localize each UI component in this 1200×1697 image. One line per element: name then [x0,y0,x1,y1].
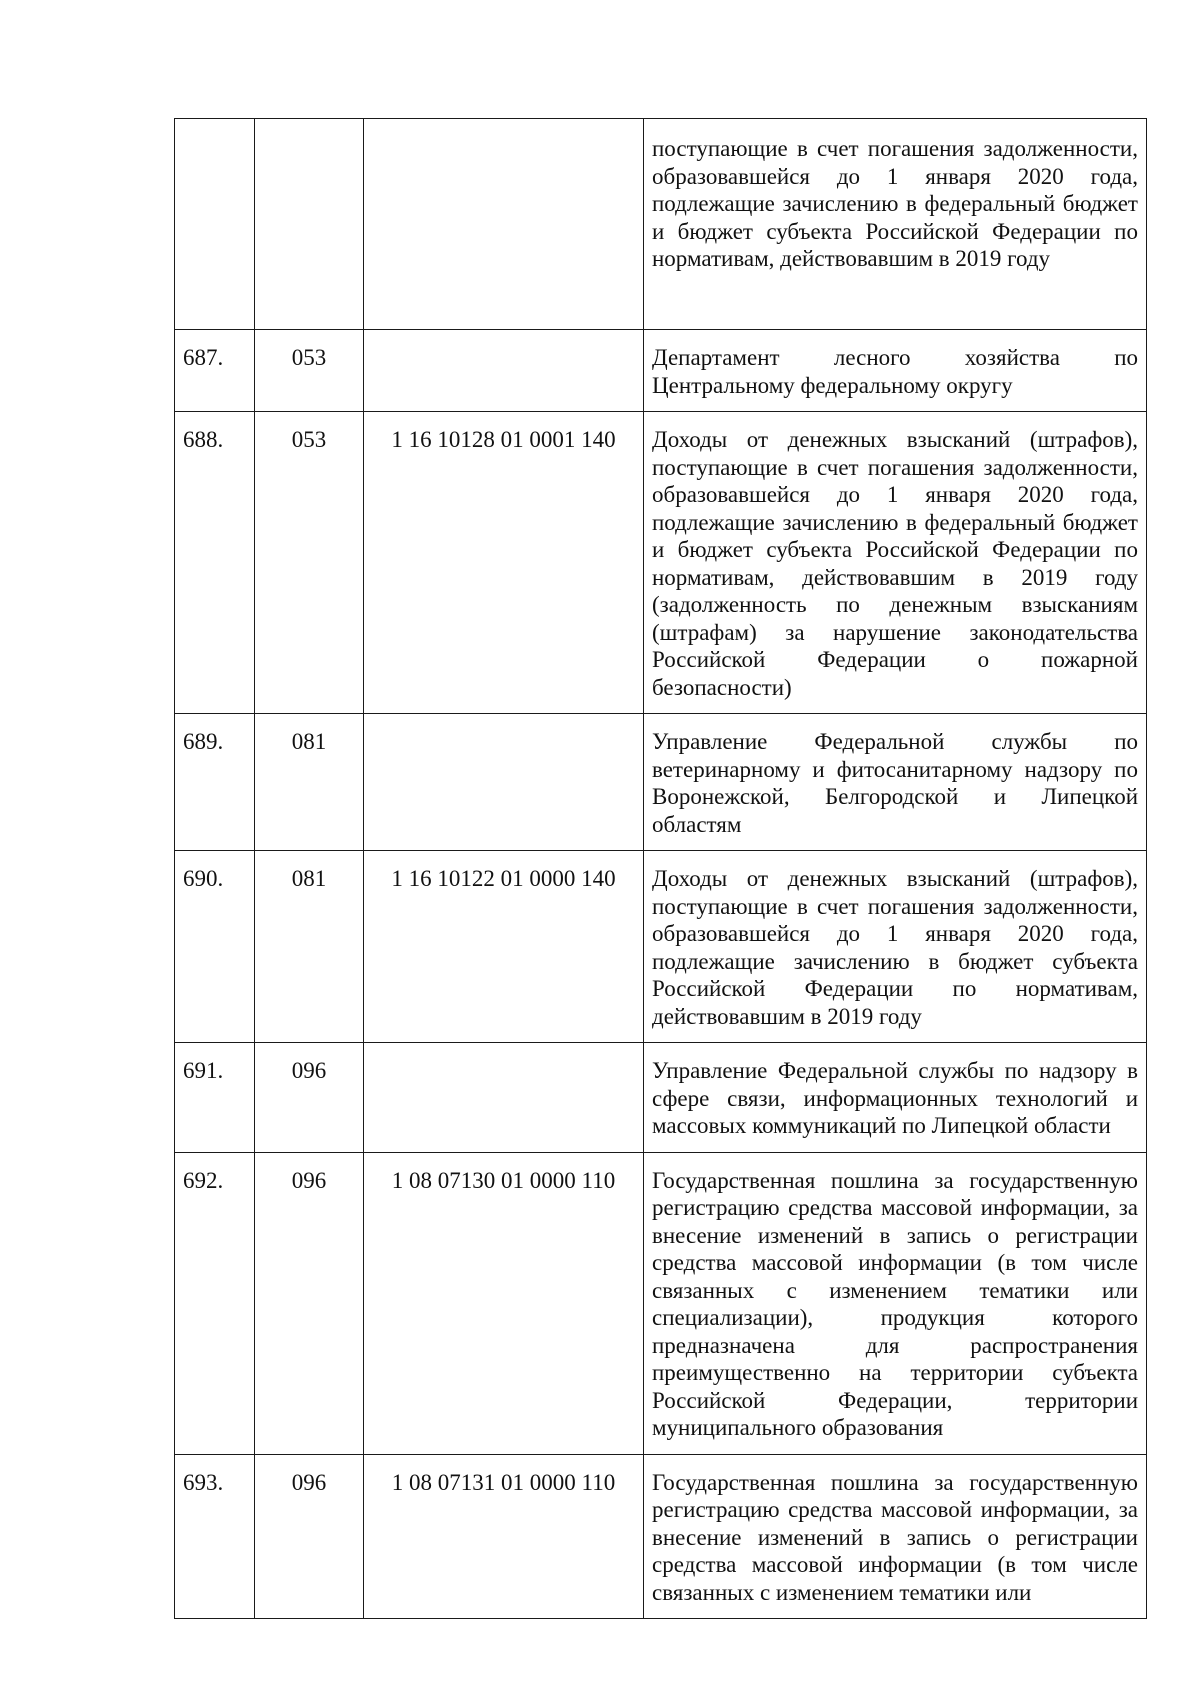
revenue-name [644,1043,1147,1153]
admin-code: 053 [255,330,364,412]
table-row [175,330,1147,412]
row-number: 691. [175,1043,255,1153]
budget-classification-code [364,330,644,412]
row-number: 689. [175,714,255,851]
table-row [175,119,1147,330]
revenue-name [644,330,1147,412]
revenue-name [644,119,1147,330]
revenue-name-text: Департамент лесного хозяйства по Центральному федеральному округу [652,345,1138,398]
row-number: 687. [175,330,255,412]
revenue-name-text: Государственная пошлина за государственную регистрацию средства массовой информации, за внесение изменений в запись о регистрации средства массовой информации (в том числе связанных с изменением тематики или [652,1469,1138,1605]
admin-code: 081 [255,851,364,1043]
admin-code: 096 [255,1152,364,1454]
budget-classification-code: 1 16 10122 01 0000 140 [364,851,644,1043]
admin-code: 096 [255,1454,364,1619]
revenue-name [644,1454,1147,1619]
table-row [175,1043,1147,1153]
admin-code: 053 [255,412,364,714]
revenue-name-text: Государственная пошлина за государственную регистрацию средства массовой информации, за внесение изменений в запись о регистрации средства массовой информации (в том числе связанных с изменением тематики или специализации), продукция которого предназначена для распространения преимущественно на территории субъекта Российской Федерации, территории муниципального образования [652,1167,1138,1440]
revenue-name [644,412,1147,714]
row-number [175,119,255,330]
revenue-name [644,1152,1147,1454]
budget-classification-code: 1 08 07130 01 0000 110 [364,1152,644,1454]
budget-classification-code [364,1043,644,1153]
row-number: 693. [175,1454,255,1619]
row-number: 692. [175,1152,255,1454]
budget-classification-code [364,714,644,851]
revenue-name-text: Доходы от денежных взысканий (штрафов), поступающие в счет погашения задолженности, образовавшейся до 1 января 2020 года, подлежащие зачислению в федеральный бюджет и бюджет субъекта Российской Федерации по нормативам, действовавшим в 2019 году (задолженность по денежным взысканиям (штрафам) за нарушение законодательства Российской Федерации о пожарной безопасности) [652,427,1138,700]
revenue-name-text: поступающие в счет погашения задолженности, образовавшейся до 1 января 2020 года, подлежащие зачислению в федеральный бюджет и бюджет субъекта Российской Федерации по нормативам, действовавшим в 2019 году [652,136,1138,271]
budget-revenue-table [174,118,1147,1619]
revenue-name-text: Управление Федеральной службы по ветеринарному и фитосанитарному надзору по Воронежской, Белгородской и Липецкой областям [652,729,1138,837]
admin-code [255,119,364,330]
budget-classification-code: 1 16 10128 01 0001 140 [364,412,644,714]
table-row [175,1152,1147,1454]
admin-code: 081 [255,714,364,851]
budget-classification-code: 1 08 07131 01 0000 110 [364,1454,644,1619]
admin-code: 096 [255,1043,364,1153]
row-number: 690. [175,851,255,1043]
budget-classification-code [364,119,644,330]
table-row [175,412,1147,714]
table-row [175,714,1147,851]
revenue-name-text: Доходы от денежных взысканий (штрафов), поступающие в счет погашения задолженности, образовавшейся до 1 января 2020 года, подлежащие зачислению в бюджет субъекта Российской Федерации по нормативам, действовавшим в 2019 году [652,866,1138,1029]
table-row [175,851,1147,1043]
revenue-name [644,714,1147,851]
table-row [175,1454,1147,1619]
revenue-name [644,851,1147,1043]
row-number: 688. [175,412,255,714]
revenue-name-text: Управление Федеральной службы по надзору в сфере связи, информационных технологий и массовых коммуникаций по Липецкой области [652,1058,1138,1138]
